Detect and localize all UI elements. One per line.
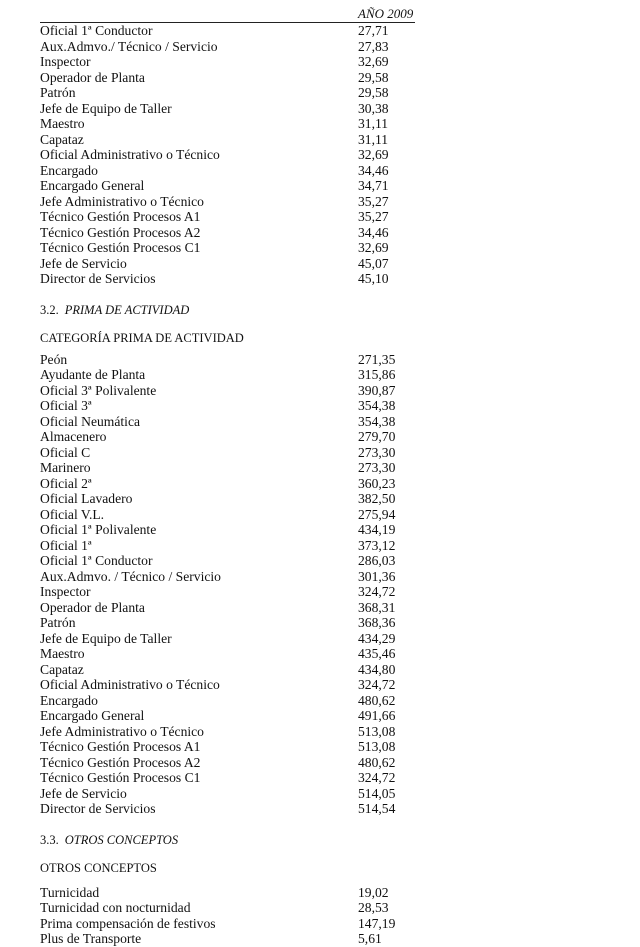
amount-value: 324,72 [358,770,396,785]
amount-value: 435,46 [358,646,396,661]
amount-value: 368,31 [358,599,396,615]
amount-value: 29,58 [358,85,389,100]
amount-value: 28,53 [358,900,389,915]
category-label: Oficial 1ª Polivalente [40,522,157,537]
amount-value: 19,02 [358,884,389,900]
amount-value: 434,29 [358,630,396,646]
table-row [40,584,600,600]
category-label: Técnico Gestión Procesos A2 [40,754,201,770]
amount-value: 273,30 [358,444,396,460]
wage-table [40,23,600,287]
table-header [40,5,600,23]
section-heading [40,302,600,318]
table-row [40,414,600,430]
amount-value: 271,35 [358,351,396,367]
document-page [40,5,600,947]
table-row [40,646,600,662]
amount-value: 324,72 [358,584,396,599]
category-label: Jefe de Servicio [40,785,127,801]
table-row [40,662,600,678]
table-row [40,507,600,523]
table-row [40,367,600,383]
category-label: Marinero [40,460,91,475]
table-row [40,23,600,39]
category-label: Aux.Admvo./ Técnico / Servicio [40,38,218,54]
table-row [40,491,600,507]
table-row [40,271,600,287]
otros-table [40,885,600,947]
table-row [40,54,600,70]
table-row [40,755,600,771]
table-row [40,693,600,709]
amount-value: 5,61 [358,931,382,946]
table-row [40,85,600,101]
amount-value: 360,23 [358,475,396,491]
category-label: Jefe Administrativo o Técnico [40,723,204,739]
amount-value: 354,38 [358,413,396,429]
amount-value: 480,62 [358,754,396,770]
prima-table [40,352,600,817]
amount-value: 279,70 [358,429,396,444]
table-row [40,708,600,724]
section-number: 3.2. [40,302,59,317]
category-label: Técnico Gestión Procesos C1 [40,770,201,785]
table-row [40,194,600,210]
amount-value: 390,87 [358,382,396,398]
section-title: OTROS CONCEPTOS [64,832,179,847]
category-label: Técnico Gestión Procesos A1 [40,739,201,754]
table-row [40,569,600,585]
table-row [40,931,600,947]
category-label: Oficial 1ª [40,537,92,553]
amount-value: 32,69 [358,54,389,69]
category-label: Oficial 1ª Conductor [40,23,153,38]
table-row [40,70,600,86]
table-row [40,39,600,55]
table-row [40,383,600,399]
amount-value: 32,69 [358,240,389,255]
amount-value: 34,46 [358,162,389,178]
category-label: Oficial 3ª Polivalente [40,382,157,398]
category-label: Patrón [40,615,76,630]
table-row [40,739,600,755]
category-label: Capataz [40,131,84,147]
category-label: Ayudante de Planta [40,367,146,382]
year-column-header: AÑO 2009 [358,6,414,21]
table-row [40,801,600,817]
table-row [40,352,600,368]
amount-value: 324,72 [358,677,396,692]
category-label: Director de Servicios [40,801,156,816]
table-row [40,398,600,414]
category-label: Operador de Planta [40,599,145,615]
table-row [40,631,600,647]
category-label: Aux.Admvo. / Técnico / Servicio [40,568,221,584]
amount-value: 147,19 [358,915,396,931]
table-row [40,460,600,476]
table-row [40,256,600,272]
table-row [40,132,600,148]
amount-value: 273,30 [358,460,396,475]
category-label: Oficial 3ª [40,398,92,413]
category-label: Prima compensación de festivos [40,915,216,931]
category-label: Almacenero [40,429,107,444]
category-label: Oficial Administrativo o Técnico [40,677,220,692]
table-row [40,163,600,179]
category-label: Técnico Gestión Procesos C1 [40,240,201,255]
table-row [40,600,600,616]
table-row [40,538,600,554]
category-label: Encargado [40,692,98,708]
category-label: Maestro [40,646,85,661]
category-label: Turnicidad [40,884,100,900]
amount-value: 315,86 [358,367,396,382]
category-label: Encargado General [40,708,145,723]
amount-value: 45,07 [358,255,389,271]
amount-value: 286,03 [358,553,396,568]
category-label: Técnico Gestión Procesos A2 [40,224,201,240]
category-label: Oficial C [40,444,91,460]
table-row [40,770,600,786]
category-label: Encargado General [40,178,145,193]
amount-value: 31,11 [358,131,389,147]
category-label: Maestro [40,116,85,131]
table-row [40,116,600,132]
table-row [40,147,600,163]
table-row [40,900,600,916]
amount-value: 29,58 [358,69,389,85]
amount-value: 27,71 [358,23,389,38]
table-row [40,476,600,492]
category-label: Director de Servicios [40,271,156,286]
amount-value: 301,36 [358,568,396,584]
category-label: Patrón [40,85,76,100]
category-label: Oficial 2ª [40,475,92,491]
category-label: Encargado [40,162,98,178]
amount-value: 27,83 [358,38,389,54]
amount-value: 31,11 [358,116,389,131]
amount-value: 514,05 [358,785,396,801]
category-label: Operador de Planta [40,69,145,85]
amount-value: 382,50 [358,491,396,506]
table-row [40,445,600,461]
category-label: Oficial 1ª Conductor [40,553,153,568]
table-row [40,429,600,445]
table-row [40,786,600,802]
table-row [40,178,600,194]
table-row [40,101,600,117]
table-row [40,553,600,569]
category-label: Oficial V.L. [40,506,105,522]
amount-value: 514,54 [358,801,396,816]
category-label: Jefe de Equipo de Taller [40,630,172,646]
section-heading [40,832,600,848]
category-label: Turnicidad con nocturnidad [40,900,191,915]
section-otros-conceptos [40,832,600,947]
category-label: Capataz [40,661,84,677]
amount-value: 513,08 [358,723,396,739]
category-label: Oficial Administrativo o Técnico [40,147,220,162]
category-label: Inspector [40,584,91,599]
amount-value: 368,36 [358,615,396,630]
category-heading: CATEGORÍA PRIMA DE ACTIVIDAD [40,330,244,345]
table-row [40,724,600,740]
table-row [40,677,600,693]
category-label: Oficial Neumática [40,413,141,429]
category-heading: OTROS CONCEPTOS [40,860,157,875]
table-row [40,522,600,538]
table-row [40,615,600,631]
section-prima-actividad [40,302,600,817]
category-label: Jefe de Servicio [40,255,127,271]
amount-value: 434,80 [358,661,396,677]
amount-value: 30,38 [358,100,389,116]
category-label: Plus de Transporte [40,931,142,946]
amount-value: 434,19 [358,522,396,537]
amount-value: 373,12 [358,537,396,553]
amount-value: 34,71 [358,178,389,193]
table-row [40,885,600,901]
category-label: Peón [40,351,68,367]
amount-value: 275,94 [358,506,396,522]
amount-value: 34,46 [358,224,389,240]
amount-value: 45,10 [358,271,389,286]
amount-value: 32,69 [358,147,389,162]
category-label: Jefe Administrativo o Técnico [40,193,204,209]
amount-value: 35,27 [358,209,389,224]
amount-value: 354,38 [358,398,396,413]
amount-value: 35,27 [358,193,389,209]
table-row [40,240,600,256]
category-label: Inspector [40,54,91,69]
table-row [40,225,600,241]
amount-value: 480,62 [358,692,396,708]
amount-value: 513,08 [358,739,396,754]
table-row [40,916,600,932]
section-title: PRIMA DE ACTIVIDAD [64,302,190,317]
category-label: Oficial Lavadero [40,491,133,506]
amount-value: 491,66 [358,708,396,723]
category-label: Técnico Gestión Procesos A1 [40,209,201,224]
table-row [40,209,600,225]
section-number: 3.3. [40,832,59,847]
category-label: Jefe de Equipo de Taller [40,100,172,116]
